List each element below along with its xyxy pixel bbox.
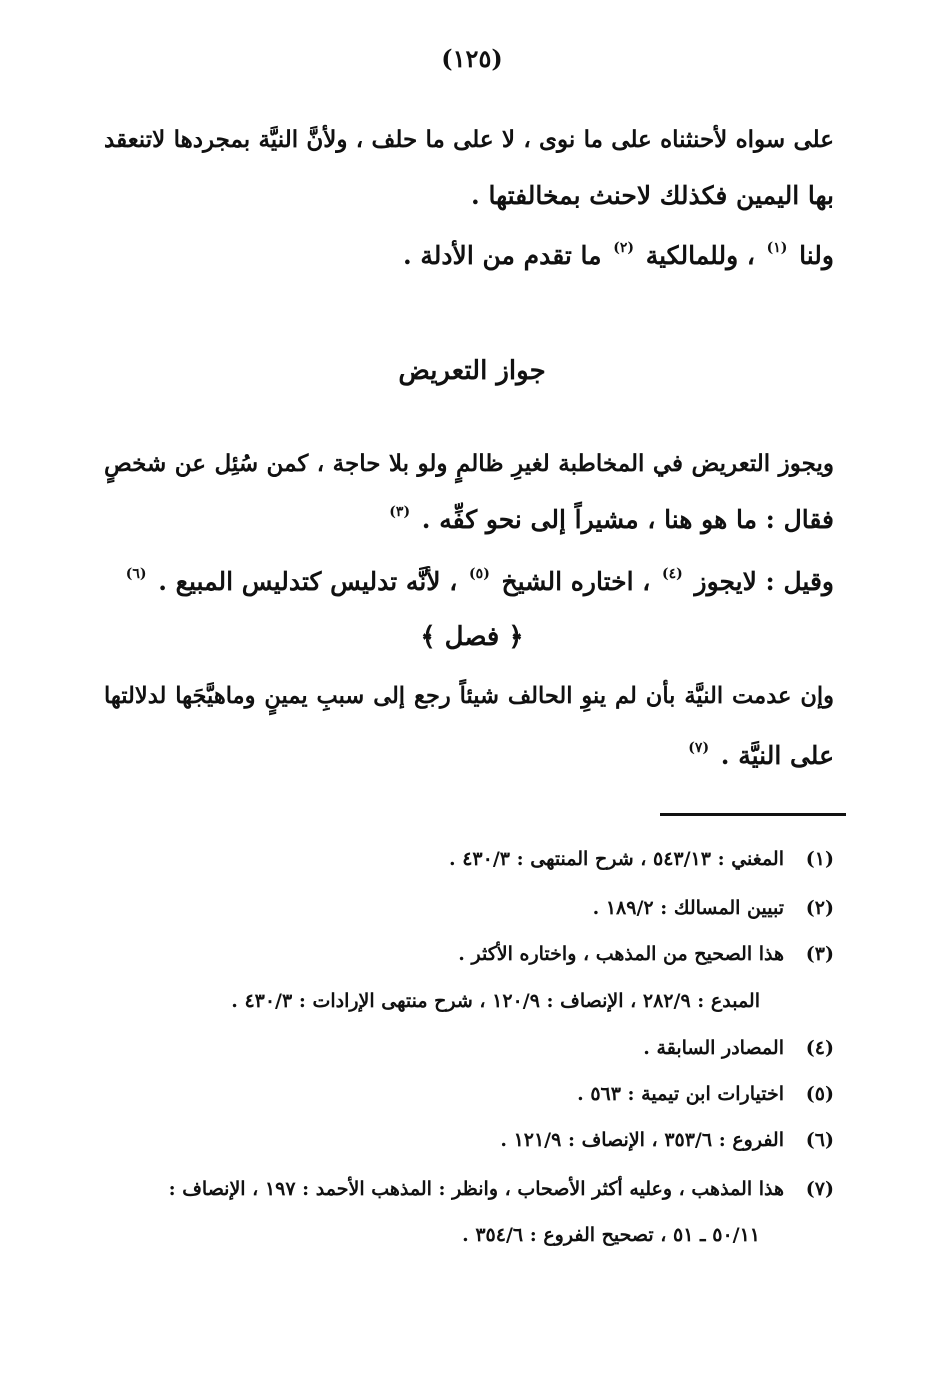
- footnote-continuation: ٥٠/١١ ـ ٥١ ، تصحيح الفروع : ٣٥٤/٦ .: [462, 1224, 760, 1246]
- body-text: ما تقدم من الأدلة .: [403, 241, 602, 270]
- body-paragraph-line: وإن عدمت النيَّة بأن لم ينوِ الحالف شيئاً رجع إلى سببِ يمينٍ وماهيَّجَها لدلالتها: [104, 683, 834, 709]
- footnote-separator: [660, 813, 846, 816]
- footnote-item: [104, 844, 834, 874]
- body-paragraph-line: [104, 736, 834, 780]
- body-paragraph-line: على سواه لأحنثناه على ما نوى ، لا على ما حلف ، ولأنَّ النيَّة بمجردها لاتنعقد: [104, 126, 834, 153]
- footnote-item: [104, 1174, 834, 1204]
- footnote-item: [104, 1079, 834, 1109]
- footnote-ref: (٦): [125, 566, 147, 582]
- section-heading: ﴿ فصل ﴾: [420, 622, 524, 652]
- body-text: على النيَّة .: [720, 741, 834, 770]
- body-text: فقال : ما هو هنا ، مشيراً إلى نحو كفِّه .: [421, 505, 834, 534]
- footnote-text: الفروع : ٣٥٣/٦ ، الإنصاف : ١٢١/٩ .: [500, 1129, 784, 1151]
- footnote-item: [104, 893, 834, 923]
- section-heading: جواز التعريض: [398, 356, 546, 386]
- page-number: (١٢٥): [441, 44, 503, 73]
- footnote-item: [104, 1033, 834, 1063]
- footnote-item: [104, 1125, 834, 1155]
- footnote-ref: (٤): [662, 566, 683, 582]
- footnote-ref: (٣): [389, 504, 411, 520]
- body-paragraph-line: بها اليمين فكذلك لاحنث بمخالفتها .: [471, 181, 834, 210]
- footnote-number: (٥): [805, 1083, 834, 1105]
- footnote-text: تبيين المسالك : ١٨٩/٢ .: [592, 897, 784, 919]
- body-paragraph-line: [104, 236, 834, 280]
- footnote-ref: (٢): [613, 240, 635, 256]
- footnote-number: (١): [805, 848, 834, 870]
- footnote-number: (٦): [805, 1129, 834, 1151]
- footnote-item: [104, 939, 834, 969]
- footnote-text: المغني : ٥٤٣/١٣ ، شرح المنتهى : ٤٣٠/٣ .: [448, 848, 784, 870]
- footnote-text: اختيارات ابن تيمية : ٥٦٣ .: [577, 1083, 784, 1105]
- footnote-continuation: المبدع : ٢٨٢/٩ ، الإنصاف : ١٢٠/٩ ، شرح منتهى الإرادات : ٤٣٠/٣ .: [231, 990, 760, 1012]
- footnote-text: المصادر السابقة .: [643, 1037, 784, 1059]
- body-text: ولنا: [799, 241, 834, 270]
- body-paragraph-line: [104, 562, 834, 606]
- body-paragraph-line: [104, 500, 834, 544]
- footnote-ref: (٧): [688, 740, 710, 756]
- footnote-number: (٤): [805, 1037, 834, 1059]
- footnote-number: (٧): [805, 1178, 834, 1200]
- footnote-ref: (١): [766, 240, 788, 256]
- body-paragraph-line: ويجوز التعريض في المخاطبة لغيرِ ظالمٍ ولو بلا حاجة ، كمن سُئِل عن شخصٍ: [104, 450, 834, 477]
- footnote-text: هذا الصحيح من المذهب ، واختاره الأكثر .: [458, 943, 784, 965]
- footnote-ref: (٥): [469, 566, 490, 582]
- footnote-text: هذا المذهب ، وعليه أكثر الأصحاب ، وانظر : المذهب الأحمد : ١٩٧ ، الإنصاف :: [168, 1178, 784, 1200]
- footnote-number: (٢): [805, 897, 834, 919]
- body-text: ، اختاره الشيخ: [501, 567, 651, 596]
- body-text: ، وللمالكية: [645, 241, 755, 270]
- body-text: ، لأنَّه تدليس كتدليس المبيع .: [158, 567, 458, 596]
- body-text: وقيل : لايجوز: [694, 567, 834, 596]
- footnote-number: (٣): [805, 943, 834, 965]
